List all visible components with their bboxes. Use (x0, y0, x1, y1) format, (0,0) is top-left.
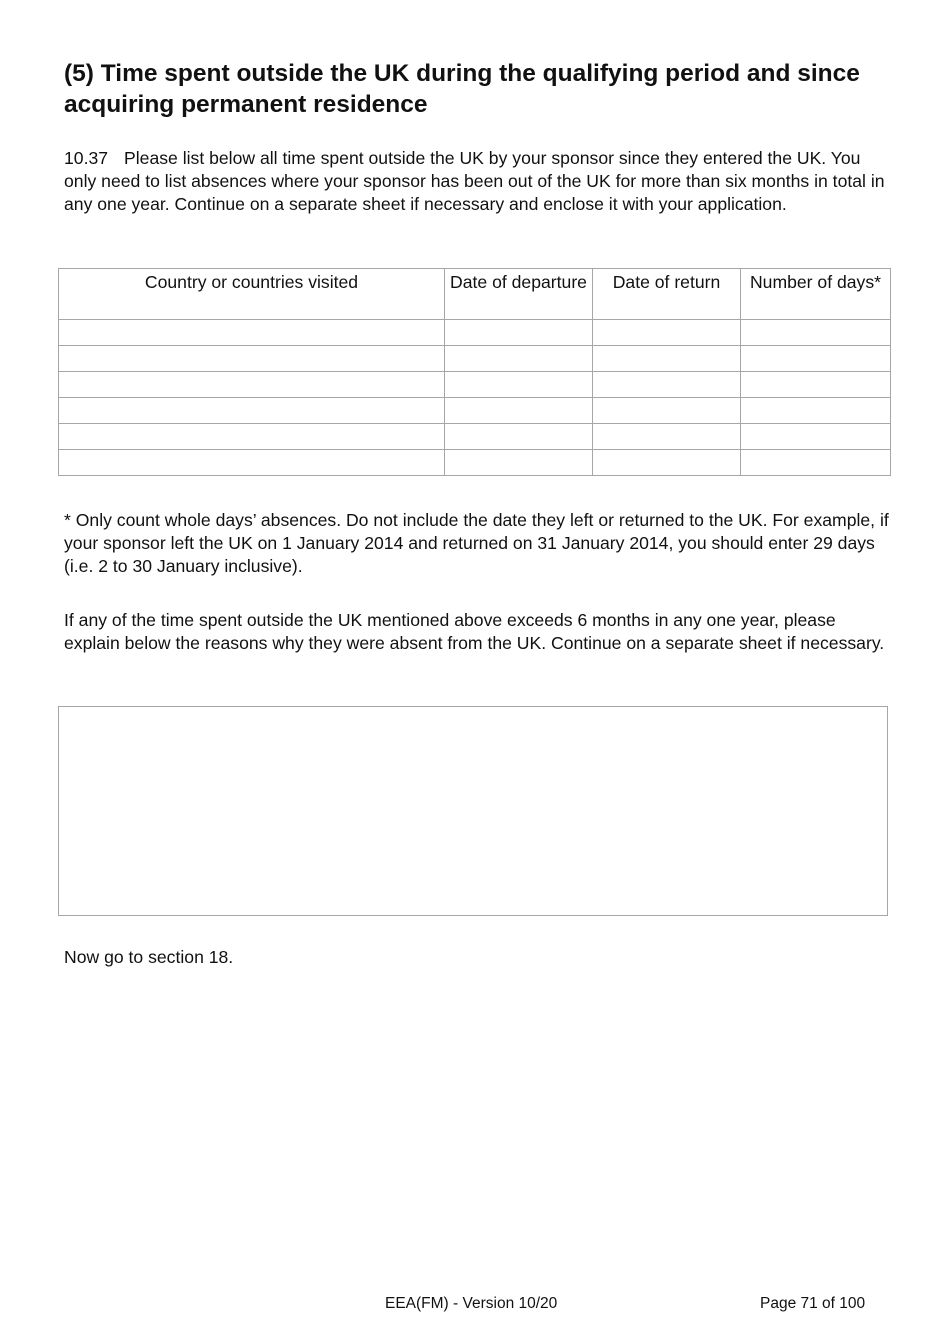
section-heading: (5) Time spent outside the UK during the qualifying period and since acquiring permanent residence (64, 60, 860, 118)
header-departure: Date of departure (445, 269, 593, 320)
table-row (59, 450, 891, 476)
table-row (59, 372, 891, 398)
question-intro (64, 147, 894, 216)
country-cell[interactable] (59, 450, 445, 476)
table-header-row (59, 269, 891, 320)
country-cell[interactable] (59, 320, 445, 346)
country-cell[interactable] (59, 346, 445, 372)
days-cell[interactable] (741, 450, 891, 476)
days-cell[interactable] (741, 372, 891, 398)
country-cell[interactable] (59, 424, 445, 450)
header-days: Number of days* (741, 269, 891, 320)
header-return: Date of return (593, 269, 741, 320)
departure-cell[interactable] (445, 450, 593, 476)
days-cell[interactable] (741, 346, 891, 372)
absences-table (58, 268, 891, 476)
days-footnote: * Only count whole days’ absences. Do not include the date they left or returned to the UK. For example, if your sponsor left the UK on 1 January 2014 and returned on 31 January 2014, you should enter 29 days (i.e. 2 to 30 January inclusive). (64, 510, 889, 576)
table-row (59, 320, 891, 346)
return-cell[interactable] (593, 320, 741, 346)
return-cell[interactable] (593, 424, 741, 450)
days-cell[interactable] (741, 398, 891, 424)
return-cell[interactable] (593, 346, 741, 372)
absence-explanation-prompt: If any of the time spent outside the UK mentioned above exceeds 6 months in any one year, please explain below the reasons why they were absent from the UK. Continue on a separate sheet if necessary. (64, 610, 885, 653)
question-number: 10.37 (64, 148, 109, 168)
departure-cell[interactable] (445, 424, 593, 450)
question-text: Please list below all time spent outside the UK by your sponsor since they entered the UK. You only need to list absences where your sponsor has been out of the UK for more than six months in total in any one year. Continue on a separate sheet if necessary and enclose it with your application. (64, 148, 885, 214)
departure-cell[interactable] (445, 346, 593, 372)
country-cell[interactable] (59, 372, 445, 398)
next-step-instruction: Now go to section 18. (64, 947, 234, 967)
days-cell[interactable] (741, 320, 891, 346)
days-cell[interactable] (741, 424, 891, 450)
return-cell[interactable] (593, 372, 741, 398)
return-cell[interactable] (593, 398, 741, 424)
footer-version: EEA(FM) - Version 10/20 (385, 1295, 558, 1312)
departure-cell[interactable] (445, 398, 593, 424)
departure-cell[interactable] (445, 372, 593, 398)
absence-explanation-box[interactable] (58, 706, 888, 916)
table-row (59, 346, 891, 372)
footer-page-number: Page 71 of 100 (760, 1295, 866, 1312)
header-country: Country or countries visited (59, 269, 445, 320)
table-row (59, 398, 891, 424)
departure-cell[interactable] (445, 320, 593, 346)
return-cell[interactable] (593, 450, 741, 476)
table-row (59, 424, 891, 450)
country-cell[interactable] (59, 398, 445, 424)
